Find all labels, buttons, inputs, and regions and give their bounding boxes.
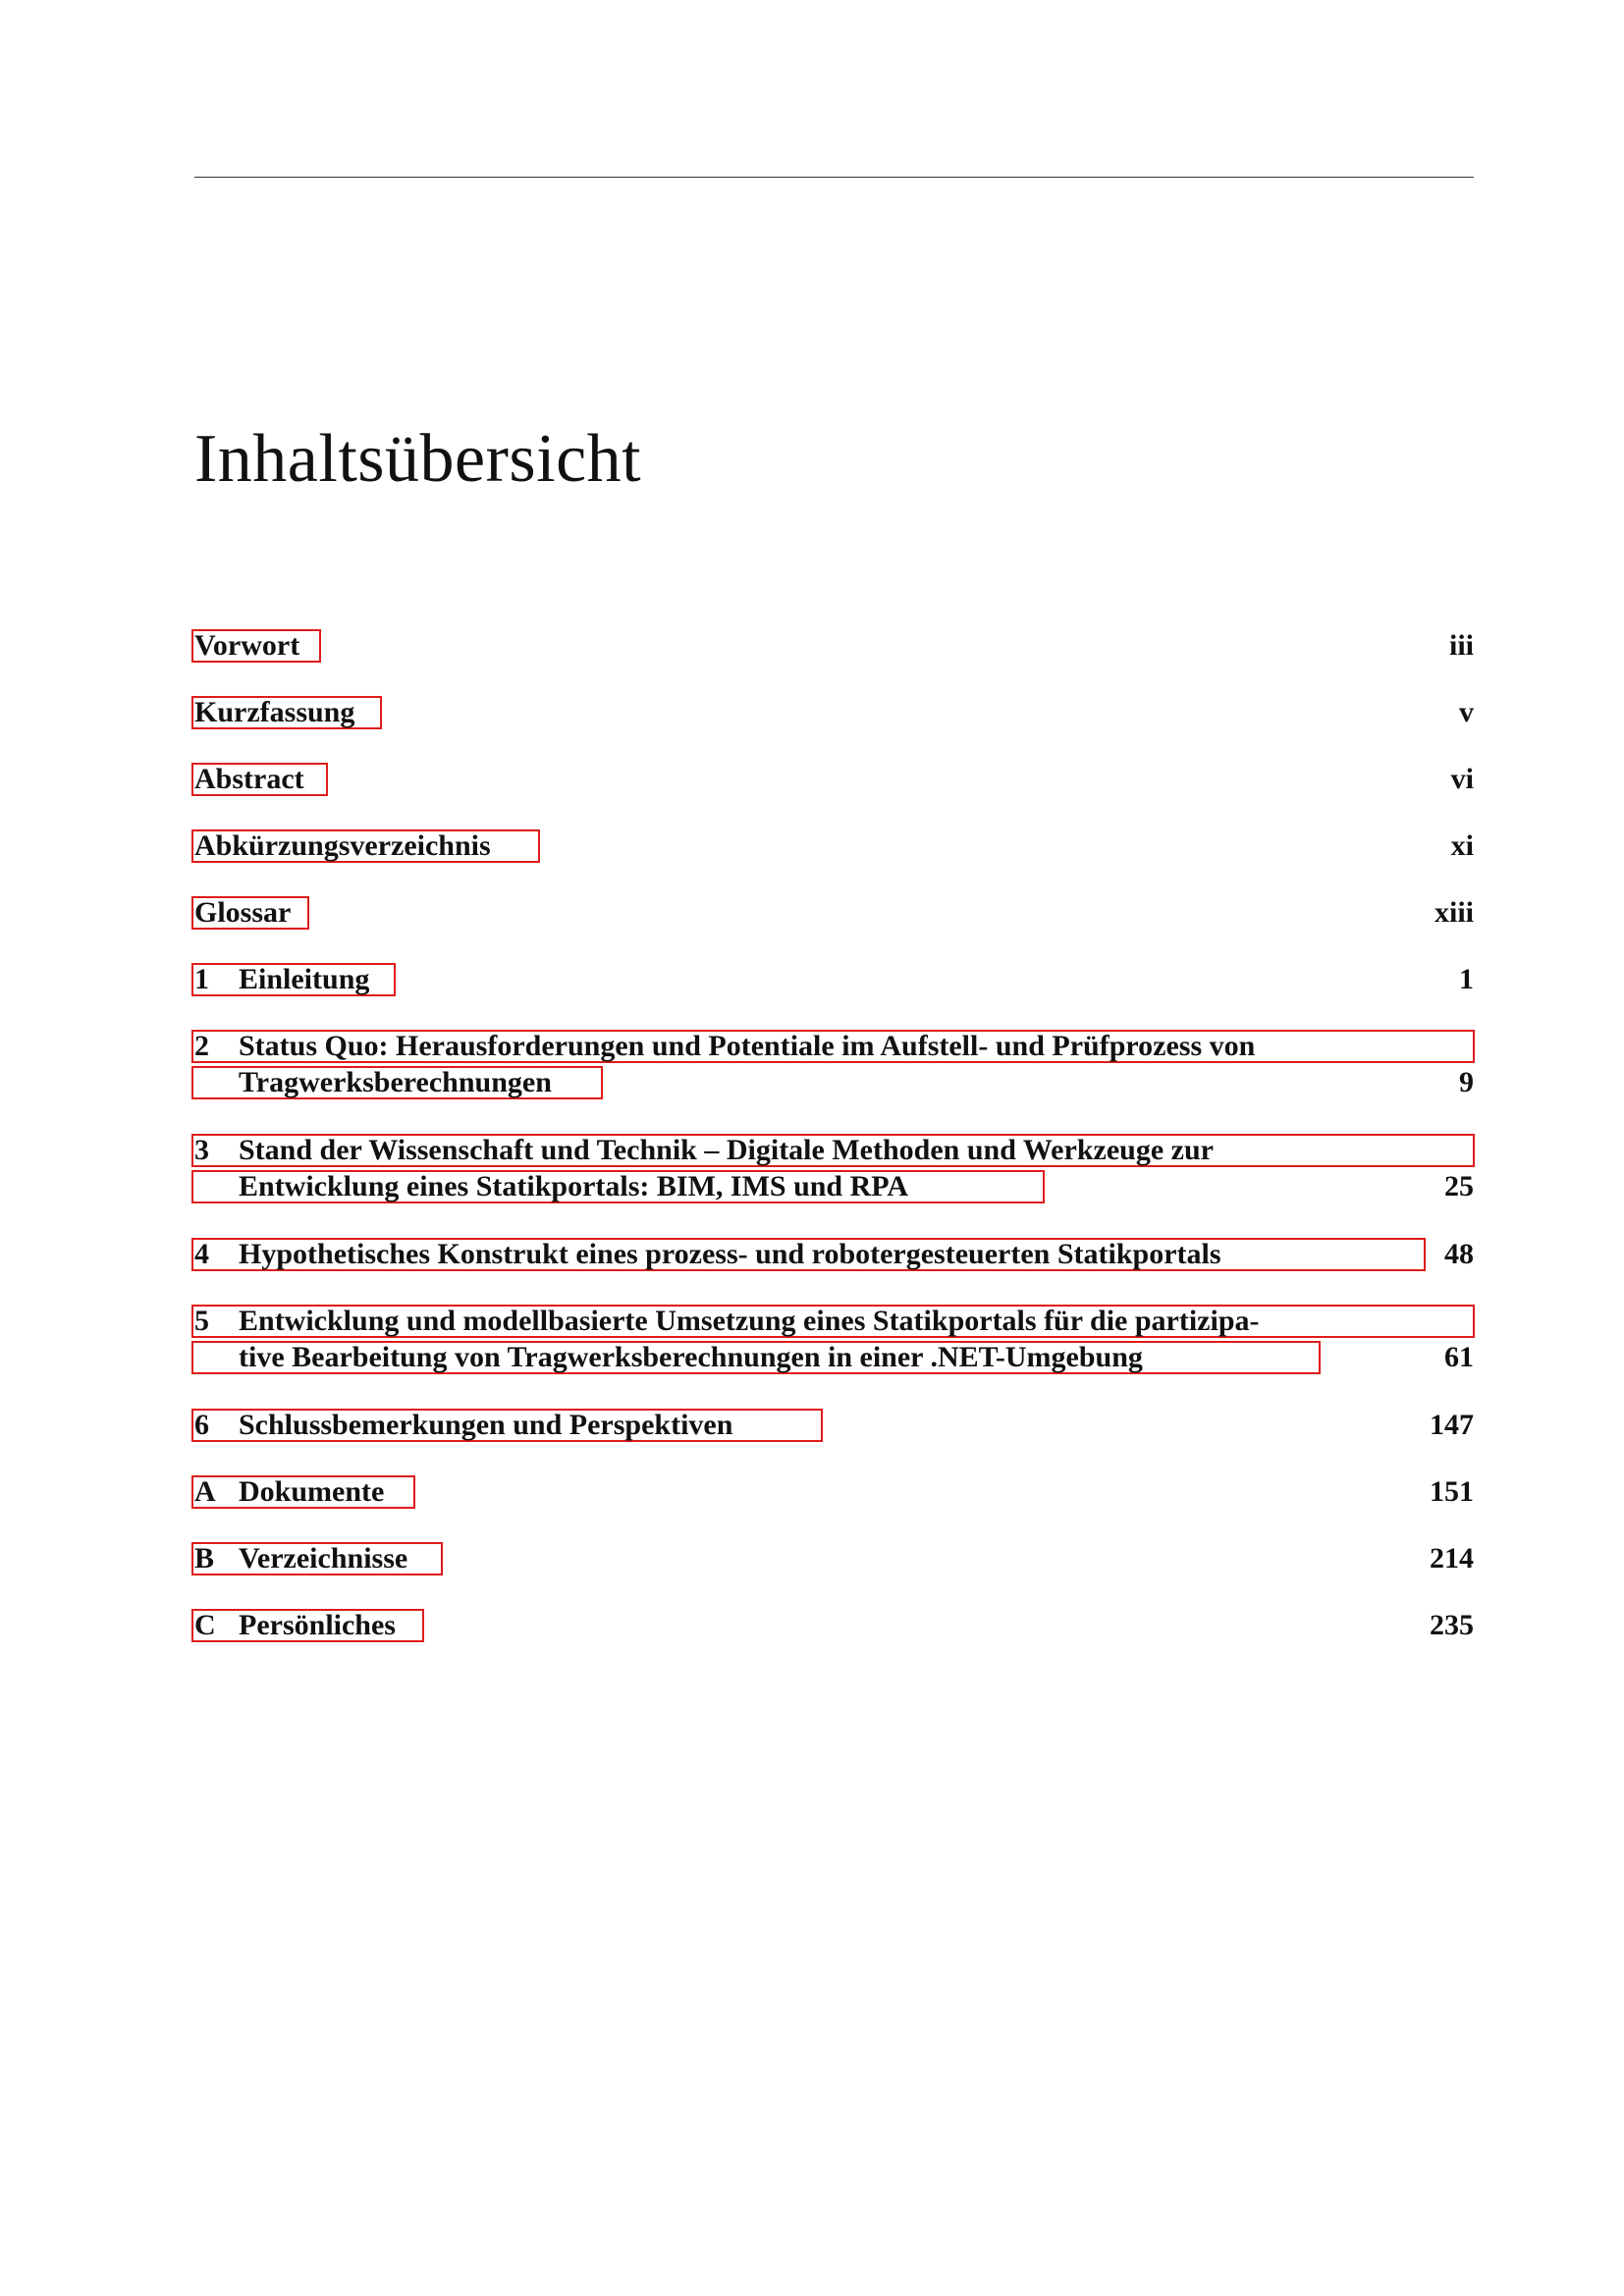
toc-entry-title: Einleitung	[239, 963, 370, 995]
toc-entry-number: 3	[194, 1134, 209, 1166]
toc-page-number: xi	[1450, 829, 1474, 862]
toc-page-number: 214	[1430, 1542, 1474, 1575]
toc-page-number: 48	[1444, 1238, 1474, 1270]
toc-page-number: 235	[1430, 1609, 1474, 1641]
toc-entry-title: Vorwort	[194, 629, 300, 662]
toc-entry-title: Hypothetisches Konstrukt eines prozess- und robotergesteuerten Statikportals	[239, 1238, 1221, 1270]
page-title: Inhaltsübersicht	[194, 421, 642, 497]
toc-entry-title: Schlussbemerkungen und Perspektiven	[239, 1409, 733, 1441]
toc-page-number: v	[1459, 696, 1474, 728]
toc-entry-title: Abkürzungsverzeichnis	[194, 829, 491, 862]
toc-page-number: xiii	[1434, 896, 1474, 929]
toc-page-number: 61	[1444, 1341, 1474, 1373]
toc-entry-title: Stand der Wissenschaft und Technik – Digitale Methoden und Werkzeuge zur	[239, 1134, 1214, 1166]
toc-entry-title: Glossar	[194, 896, 292, 929]
toc-page-number: iii	[1448, 629, 1474, 662]
toc-page-number: 1	[1459, 963, 1474, 995]
toc-entry-title: Tragwerksberechnungen	[239, 1066, 552, 1098]
toc-entry-number: 2	[194, 1030, 209, 1062]
toc-page-number: 147	[1430, 1409, 1474, 1441]
toc-entry-title: Status Quo: Herausforderungen und Potentiale im Aufstell- und Prüfprozess von	[239, 1030, 1256, 1062]
toc-entry-title: Dokumente	[239, 1475, 385, 1508]
toc-entry-title: Entwicklung und modellbasierte Umsetzung eines Statikportals für die partizipa-	[239, 1305, 1260, 1337]
toc-entry-number: 6	[194, 1409, 209, 1441]
toc-page-number: 151	[1430, 1475, 1474, 1508]
toc-entry-number: 1	[194, 963, 209, 995]
toc-entry-number: 4	[194, 1238, 209, 1270]
toc-entry-number: A	[194, 1475, 216, 1508]
toc-entry-title: Kurzfassung	[194, 696, 355, 728]
toc-page-number: vi	[1450, 763, 1474, 795]
toc-page-number: 9	[1459, 1066, 1474, 1098]
toc-entry-title: Abstract	[194, 763, 304, 795]
toc-entry-number: C	[194, 1609, 216, 1641]
toc-entry-title: tive Bearbeitung von Tragwerksberechnungen in einer .NET-Umgebung	[239, 1341, 1143, 1373]
header-rule	[194, 177, 1474, 178]
toc-entry-title: Verzeichnisse	[239, 1542, 408, 1575]
toc-entry-title: Persönliches	[239, 1609, 396, 1641]
toc-entry-number: B	[194, 1542, 215, 1575]
toc-entry-title: Entwicklung eines Statikportals: BIM, IMS und RPA	[239, 1170, 909, 1202]
toc-page-number: 25	[1444, 1170, 1474, 1202]
toc-entry-number: 5	[194, 1305, 209, 1337]
